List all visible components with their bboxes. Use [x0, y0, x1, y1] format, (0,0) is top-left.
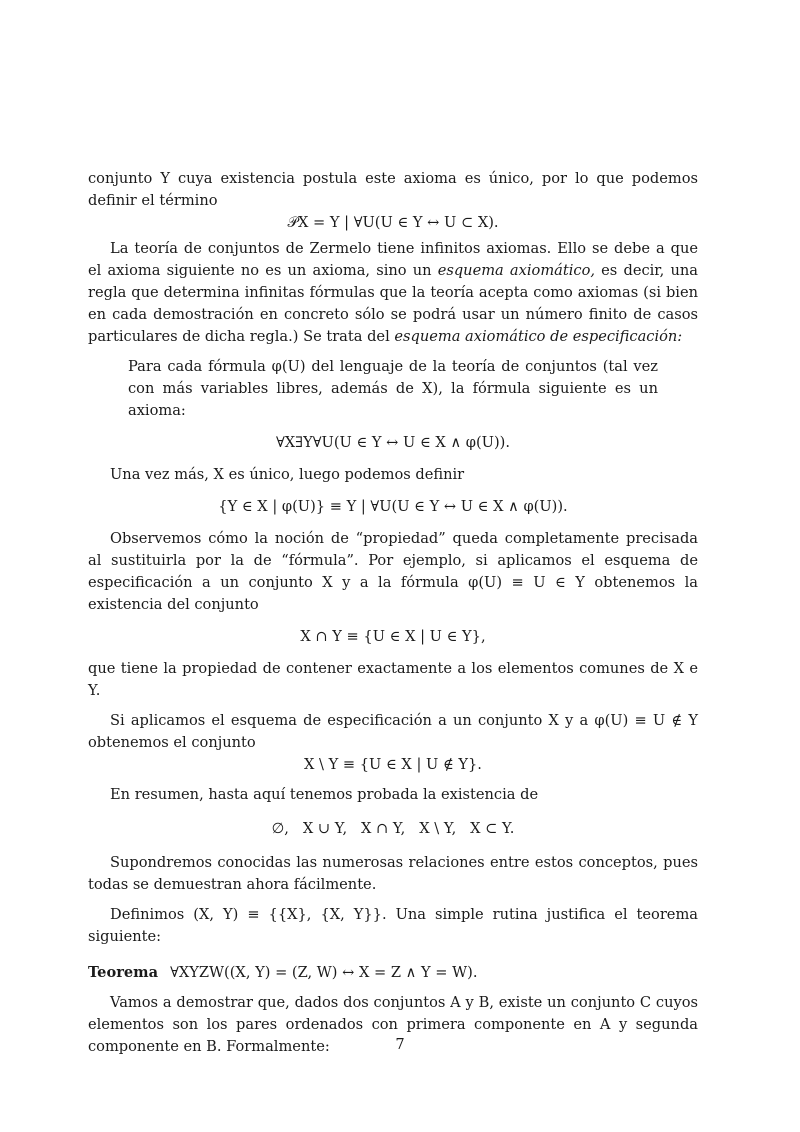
paragraph-zermelo-axioms [88, 238, 698, 348]
equation-summary-sets: ∅, X ∪ Y, X ∩ Y, X \ Y, X ⊂ Y. [271, 820, 515, 837]
theorem-formula: ∀XYZW((X, Y) = (Z, W) ↔ X = Z ∧ Y = W). [170, 964, 478, 981]
paragraph-property-formula: Observemos cómo la noción de “propiedad” queda completamente precisada al sustituirla por la de “fórmula”. Por ejemplo, si aplicamos el esquema de especificación a un conjunto X y a la fórmula φ(U) ≡ U ∈ Y obtenemos la existencia del conjunto [88, 530, 698, 613]
equation-set-builder: {Y ∈ X | φ(U)} ≡ Y | ∀U(U ∈ Y ↔ U ∈ X ∧ φ(U)). [218, 498, 568, 515]
equation-power-set: 𝒫X = Y | ∀U(U ∈ Y ↔ U ⊂ X). [287, 214, 499, 231]
paragraph-ordered-pair: Definimos (X, Y) ≡ {{X}, {X, Y}}. Una simple rutina justifica el teorema siguiente: [88, 906, 698, 945]
page-body [88, 168, 698, 1058]
text-run: La teoría de conjuntos de Zermelo tiene infinitos axiomas. Ello se debe a que el axioma siguiente no es un axioma, sino un [88, 240, 698, 279]
theorem-label: Teorema [88, 964, 159, 981]
paragraph-relations: Supondremos conocidas las numerosas relaciones entre estos conceptos, pues todas se demuestran ahora fácilmente. [88, 854, 698, 893]
page-number: 7 [395, 1036, 405, 1053]
equation-intersection: X ∩ Y ≡ {U ∈ X | U ∈ Y}, [300, 628, 486, 645]
paragraph-power-set-intro: conjunto Y cuya existencia postula este axioma es único, por lo que podemos definir el término [88, 170, 698, 209]
equation-difference: X \ Y ≡ {U ∈ X | U ∉ Y}. [304, 756, 482, 773]
paragraph-difference: Si aplicamos el esquema de especificación a un conjunto X y a φ(U) ≡ U ∉ Y obtenemos el conjunto [88, 712, 698, 751]
paragraph-uniqueness: Una vez más, X es único, luego podemos definir [110, 466, 465, 483]
emphasis-specification-schema: esquema axiomático de especificación: [394, 328, 683, 345]
axiom-quote-block [128, 356, 658, 454]
equation-specification-axiom: ∀X∃Y∀U(U ∈ Y ↔ U ∈ X ∧ φ(U)). [275, 434, 511, 451]
text-run: es decir, una regla que determina infinitas fórmulas que la teoría acepta como axiomas (si bien en cada demostración en concreto sólo se podrá usar un número finito de casos particulares de dicha regla.) Se trata del [88, 262, 698, 345]
paragraph-intersection-property: que tiene la propiedad de contener exactamente a los elementos comunes de X e Y. [88, 660, 698, 699]
quote-paragraph: Para cada fórmula φ(U) del lenguaje de la teoría de conjuntos (tal vez con más variables libres, además de X), la fórmula siguiente es un axioma: [128, 358, 658, 419]
emphasis-axiom-schema: esquema axiomático, [437, 262, 595, 279]
paragraph-summary: En resumen, hasta aquí tenemos probada la existencia de [110, 786, 539, 803]
paragraph-cartesian-product: Vamos a demostrar que, dados dos conjuntos A y B, existe un conjunto C cuyos elementos son los pares ordenados con primera componente en A y segunda componente en B. Formalmente: [88, 994, 698, 1055]
theorem-statement [88, 962, 698, 984]
